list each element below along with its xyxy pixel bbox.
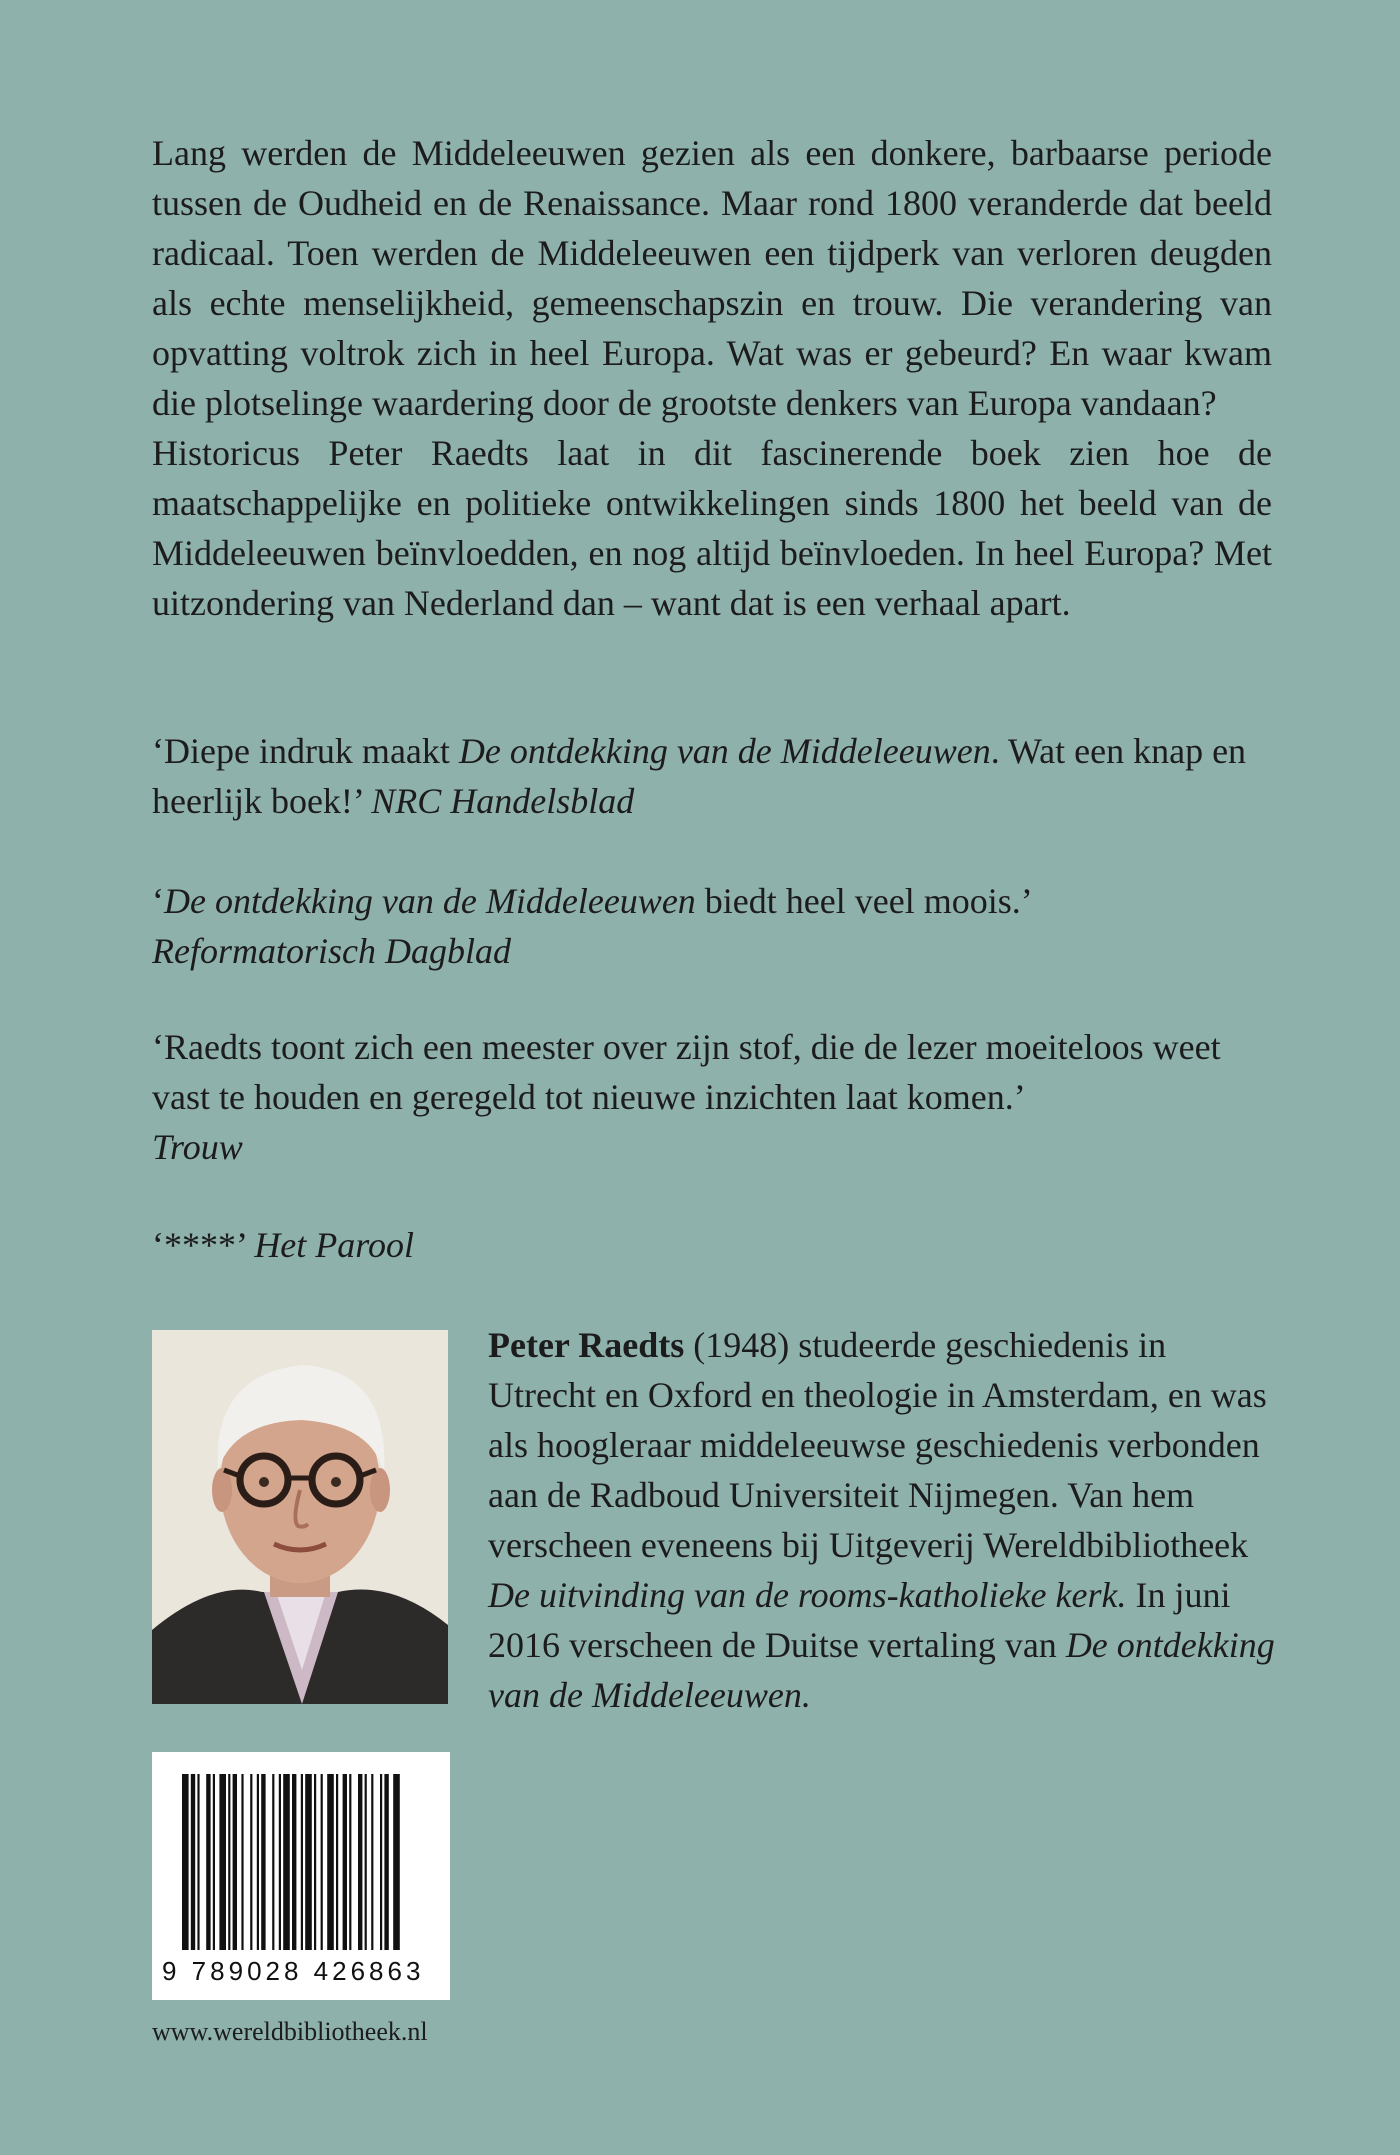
book-blurb	[152, 128, 1272, 628]
review-quote-rd	[152, 876, 1272, 976]
blurb-paragraph-1: Lang werden de Middeleeuwen gezien als een donkere, barbaarse periode tussen de Oudheid en de Renaissance. Maar rond 1800 veranderde dat beeld radicaal. Toen werden de Middeleeuwen een tijdperk van verloren deugden als echte menselijkheid, gemeenschapszin en trouw. Die verandering van opvatting voltrok zich in heel Europa. Wat was er gebeurd? En waar kwam die plotselinge waardering door de grootste denkers van Europa vandaan?	[152, 133, 1272, 423]
quote-book-title: De ontdekking van de Middeleeuwen	[458, 731, 991, 771]
quote-source: Reformatorisch Dagblad	[152, 931, 511, 971]
quote-text: biedt heel veel moois.’	[695, 881, 1033, 921]
blurb-paragraph-2: Historicus Peter Raedts laat in dit fascinerende boek zien hoe de maatschappelijke en politieke ontwikkelingen sinds 1800 het beeld van de Middeleeuwen beïnvloedden, en nog altijd beïnvloeden. In heel Europa? Met uitzondering van Nederland dan – want dat is een verhaal apart.	[152, 433, 1272, 623]
quote-text: ‘Diepe indruk maakt	[152, 731, 459, 771]
author-photo	[152, 1330, 448, 1704]
quote-text: ‘Raedts toont zich een meester over zijn stof, die de lezer moeiteloos weet vast te houden en geregeld tot nieuwe inzichten laat komen.’	[152, 1027, 1221, 1117]
bio-book-title: De ontdekking van de Middeleeuwen.	[488, 1625, 1275, 1715]
quote-source: Trouw	[152, 1127, 243, 1167]
bio-book-title: De uitvinding van de rooms-katholieke kerk.	[488, 1575, 1127, 1615]
quote-rating: ‘****’	[152, 1225, 255, 1265]
quote-text: . Wat een knap en heerlijk boek!’	[152, 731, 1247, 821]
review-quote-parool	[152, 1220, 1272, 1270]
bio-text: (1948) studeerde geschiedenis in Utrecht en Oxford en theologie in Amsterdam, en was als hoogleraar middeleeuwse geschiedenis verbonden aan de Radboud Universiteit Nijmegen. Van hem verscheen eveneens bij Uitgeverij Wereldbibliotheek	[488, 1325, 1267, 1565]
bio-text: In juni 2016 verscheen de Duitse vertaling van	[488, 1575, 1231, 1665]
author-name: Peter Raedts	[488, 1325, 685, 1365]
quote-text: ‘	[152, 881, 164, 921]
isbn-barcode	[152, 1752, 450, 2000]
review-quote-trouw	[152, 1022, 1272, 1172]
quote-source: Het Parool	[254, 1225, 414, 1265]
quote-book-title: De ontdekking van de Middeleeuwen	[164, 881, 696, 921]
review-quote-nrc	[152, 726, 1272, 826]
author-portrait-illustration	[152, 1330, 448, 1704]
isbn-number: 9 789028 426863	[162, 1956, 425, 1986]
author-biography	[488, 1320, 1278, 1720]
quote-source: NRC Handelsblad	[371, 781, 635, 821]
publisher-website[interactable]: www.wereldbibliotheek.nl	[152, 2017, 428, 2046]
